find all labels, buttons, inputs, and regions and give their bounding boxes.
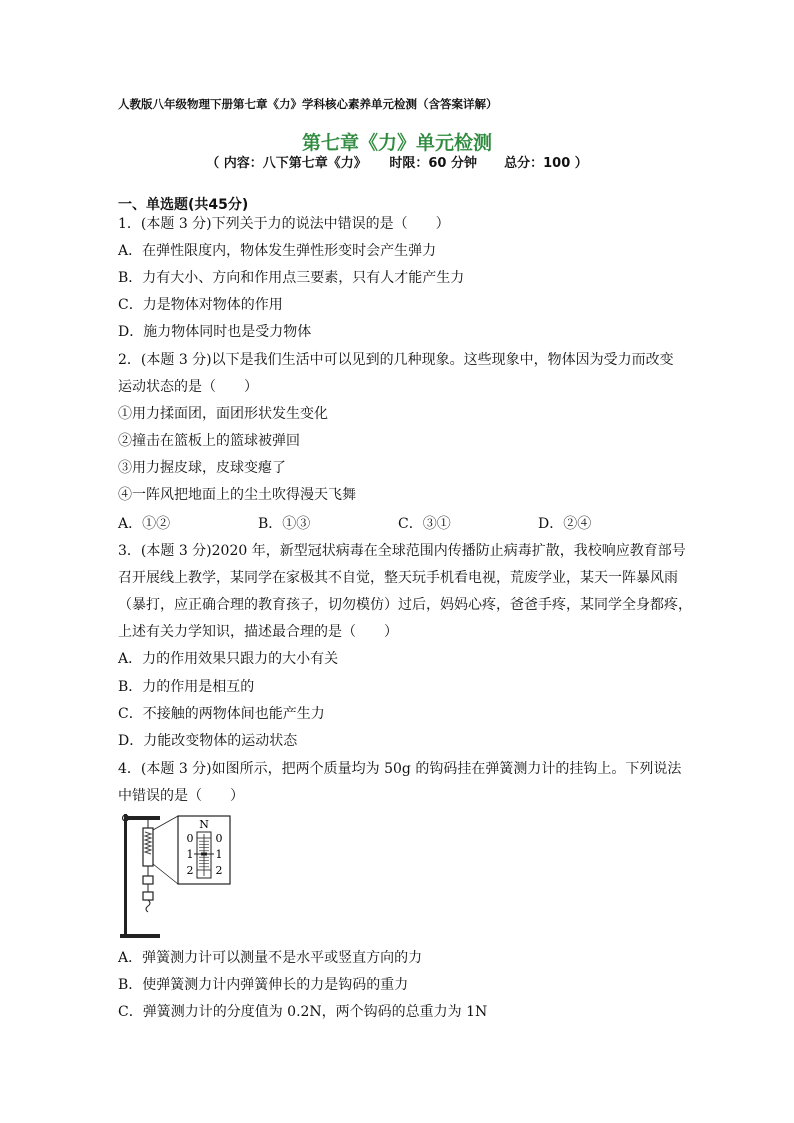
q2-option-c: C．③① <box>398 516 451 532</box>
bottom-hook <box>146 900 150 912</box>
q2-option-b: B．①③ <box>258 516 311 532</box>
q2-options <box>118 513 678 533</box>
stand-pole <box>124 814 127 936</box>
q4-stem-line1: 4．(本题 3 分)如图所示，把两个质量均为 50g 的钩码挂在弹簧测力计的挂钩上。下列说法 <box>118 761 682 777</box>
q4-option-b: B．使弹簧测力计内弹簧伸长的力是钩码的重力 <box>118 977 409 993</box>
q1-stem: 1．(本题 3 分)下列关于力的说法中错误的是（ ） <box>118 216 450 232</box>
q2-option-d: D．②④ <box>538 516 592 532</box>
weight-2 <box>143 892 153 900</box>
page-subtitle: （ 内容：八下第七章《力》 时限：60 分钟 总分：100 ） <box>206 156 588 171</box>
right-tick-label-1: 1 <box>215 848 223 861</box>
left-tick-label-0: 0 <box>186 832 194 845</box>
q4-stem-line2: 中错误的是（ ） <box>118 788 244 804</box>
q3-stem-line4: 上述有关力学知识，描述最合理的是（ ） <box>118 624 398 640</box>
q1-option-b: B．力有大小、方向和作用点三要素，只有人才能产生力 <box>118 270 465 286</box>
q3-stem-line2: 召开展线上教学，某同学在家极其不自觉，整天玩手机看电视，荒废学业，某天一阵暴风雨 <box>118 570 678 586</box>
q2-stem-line1: 2．(本题 3 分)以下是我们生活中可以见到的几种现象。这些现象中，物体因为受力而改变 <box>118 352 674 368</box>
document-header: 人教版八年级物理下册第七章《力》学科核心素养单元检测（含答案详解） <box>118 97 498 111</box>
q2-item-2: ②撞击在篮板上的篮球被弹回 <box>118 433 300 449</box>
q2-option-a: A．①② <box>118 516 171 532</box>
stand-arm <box>124 816 160 820</box>
left-tick-label-2: 2 <box>186 864 194 877</box>
q4-option-c: C．弹簧测力计的分度值为 0.2N，两个钩码的总重力为 1N <box>118 1004 488 1020</box>
q2-item-1: ①用力揉面团，面团形状发生变化 <box>118 406 328 422</box>
q3-option-b: B．力的作用是相互的 <box>118 679 255 695</box>
q2-item-3: ③用力握皮球，皮球变瘪了 <box>118 460 286 476</box>
unit-label: N <box>199 818 209 831</box>
section-heading: 一、单选题(共45分) <box>118 197 249 213</box>
q3-stem-line3: （暴打，应正确合理的教育孩子，切勿模仿）过后，妈妈心疼，爸爸手疼，某同学全身都疼， <box>118 597 692 613</box>
q3-option-c: C．不接触的两物体间也能产生力 <box>118 706 325 722</box>
q3-option-a: A．力的作用效果只跟力的大小有关 <box>118 651 339 667</box>
left-tick-label-1: 1 <box>186 848 194 861</box>
q4-option-a: A．弹簧测力计可以测量不是水平或竖直方向的力 <box>118 950 423 966</box>
q1-option-c: C．力是物体对物体的作用 <box>118 297 283 313</box>
right-tick-label-0: 0 <box>215 832 223 845</box>
page-title: 第七章《力》单元检测 <box>301 132 492 154</box>
right-tick-label-2: 2 <box>215 864 223 877</box>
weight-1 <box>143 876 153 884</box>
zoom-line-bottom <box>153 864 178 884</box>
q2-item-4: ④一阵风把地面上的尘土吹得漫天飞舞 <box>118 487 356 503</box>
spring-scale-figure <box>118 810 238 945</box>
q3-stem-line1: 3．(本题 3 分)2020 年，新型冠状病毒在全球范围内传播防止病毒扩散，我校响应教育部号 <box>118 543 686 559</box>
q2-stem-line2: 运动状态的是（ ） <box>118 379 258 395</box>
stand-base <box>120 934 160 938</box>
q3-option-d: D．力能改变物体的运动状态 <box>118 733 298 749</box>
q1-option-d: D．施力物体同时也是受力物体 <box>118 324 312 340</box>
q1-option-a: A．在弹性限度内，物体发生弹性形变时会产生弹力 <box>118 243 437 259</box>
